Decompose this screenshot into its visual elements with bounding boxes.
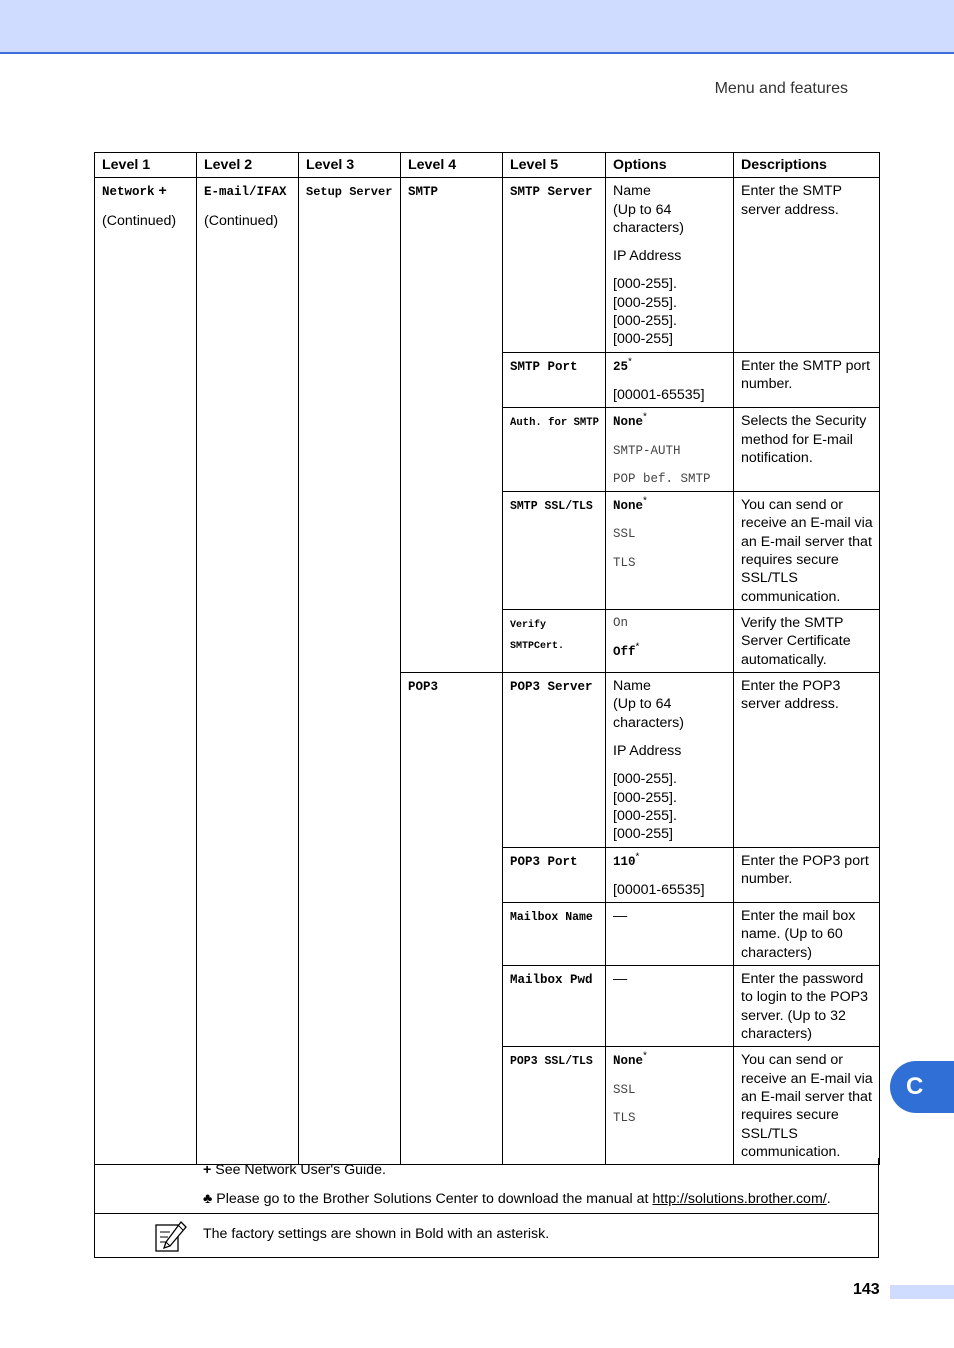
footnote-text: Please go to the Brother Solutions Center to download the manual at — [216, 1191, 653, 1207]
level1-continued: (Continued) — [102, 212, 177, 229]
options-cell — [606, 610, 734, 673]
col-header-level3: Level 3 — [299, 153, 401, 178]
default-star: * — [643, 1050, 647, 1062]
table-header-row — [95, 153, 880, 178]
option-text: SMTP-AUTH — [613, 443, 681, 458]
options-cell — [606, 847, 734, 903]
level5-cell — [503, 178, 606, 352]
option-text: Name — [613, 678, 651, 695]
option-text: (Up to 64 characters) — [613, 201, 684, 236]
level5-label: SMTP SSL/TLS — [510, 500, 593, 514]
option-text: [000-255]. — [613, 294, 677, 311]
note-text: The factory settings are shown in Bold with an asterisk. — [203, 1226, 550, 1242]
col-header-level2: Level 2 — [197, 153, 299, 178]
option-text: TLS — [613, 555, 636, 570]
col-header-level4: Level 4 — [401, 153, 503, 178]
table-row — [95, 178, 880, 352]
pencil-note-icon — [155, 1220, 187, 1253]
level5-label: SMTP Port — [510, 359, 578, 374]
options-cell — [606, 352, 734, 408]
option-text: Name — [613, 183, 651, 200]
options-cell — [606, 492, 734, 610]
option-text: [000-255] — [613, 331, 673, 348]
option-text: [000-255] — [613, 826, 673, 843]
footnote-solutions-center — [203, 1191, 831, 1207]
option-text: SSL — [613, 1082, 636, 1097]
level2-continued: (Continued) — [204, 212, 279, 229]
chapter-tab: C — [890, 1061, 954, 1113]
level5-cell — [503, 492, 606, 610]
option-text: [000-255]. — [613, 313, 677, 330]
description-cell: You can send or receive an E-mail via an E-mail server that requires secure SSL/TLS communication. — [734, 492, 880, 610]
description-cell: Enter the POP3 port number. — [734, 847, 880, 903]
level5-label: Auth. for SMTP — [510, 417, 600, 430]
option-text: IP Address — [613, 248, 682, 265]
footnote-text: See Network User's Guide. — [215, 1162, 386, 1178]
description-cell: Enter the mail box name. (Up to 60 characters) — [734, 903, 880, 966]
options-cell: — — [606, 903, 734, 966]
col-header-options: Options — [606, 153, 734, 178]
level5-cell — [503, 1047, 606, 1165]
footnote-end: . — [826, 1191, 831, 1207]
plus-mark: + — [203, 1162, 212, 1178]
option-text: [000-255]. — [613, 276, 677, 293]
option-default: None — [613, 415, 644, 430]
level5-cell — [503, 352, 606, 408]
level4-pop3-label: POP3 — [408, 680, 439, 695]
option-text: On — [613, 616, 629, 631]
default-star: * — [635, 641, 640, 653]
option-default: None — [613, 1054, 644, 1069]
level1-label: Network — [102, 185, 155, 200]
level1-cell — [95, 178, 197, 1165]
option-text: IP Address — [613, 743, 682, 760]
option-text: [00001-65535] — [613, 386, 705, 403]
option-text: [00001-65535] — [613, 881, 705, 898]
options-cell — [606, 673, 734, 847]
level3-cell — [299, 178, 401, 1165]
option-text: SSL — [613, 527, 636, 542]
description-cell: Enter the POP3 server address. — [734, 673, 880, 847]
options-cell: — — [606, 966, 734, 1047]
option-text: POP bef. SMTP — [613, 471, 711, 486]
options-cell — [606, 408, 734, 492]
menu-table — [94, 152, 880, 1165]
level2-cell — [197, 178, 299, 1165]
option-default: 25 — [613, 359, 629, 374]
option-text: [000-255]. — [613, 789, 677, 806]
level3-label: Setup Server — [306, 185, 393, 200]
option-default: Off — [613, 645, 636, 660]
default-star: * — [635, 850, 640, 862]
header-band — [0, 0, 954, 54]
description-cell: Verify the SMTP Server Certificate automatically. — [734, 610, 880, 673]
level5-cell — [503, 966, 606, 1047]
club-mark: ♣ — [203, 1191, 213, 1207]
level5-label: POP3 Server — [510, 680, 593, 695]
option-default: None — [613, 499, 644, 514]
footnote-network-guide — [203, 1162, 386, 1178]
default-star: * — [643, 411, 647, 423]
level4-pop3-cell — [401, 673, 503, 1165]
description-cell: Enter the SMTP server address. — [734, 178, 880, 352]
description-cell: Enter the SMTP port number. — [734, 352, 880, 408]
footnotes-box — [94, 1158, 879, 1214]
solutions-center-link[interactable]: http://solutions.brother.com/ — [652, 1191, 827, 1207]
option-default: 110 — [613, 854, 636, 869]
level5-label: Mailbox Pwd — [510, 973, 593, 988]
description-cell: Enter the password to login to the POP3 server. (Up to 32 characters) — [734, 966, 880, 1047]
option-text: [000-255]. — [613, 807, 677, 824]
level4-smtp-cell — [401, 178, 503, 673]
col-header-level5: Level 5 — [503, 153, 606, 178]
level5-label: Mailbox Name — [510, 911, 593, 925]
description-cell: Selects the Security method for E-mail notification. — [734, 408, 880, 492]
description-cell: You can send or receive an E-mail via an E-mail server that requires secure SSL/TLS communication. — [734, 1047, 880, 1165]
plus-mark: + — [158, 183, 167, 200]
level5-cell — [503, 408, 606, 492]
note-box — [94, 1213, 879, 1258]
page-number-bar — [890, 1285, 954, 1299]
running-title: Menu and features — [714, 80, 848, 97]
level5-label: POP3 Port — [510, 854, 578, 869]
option-text: TLS — [613, 1110, 636, 1125]
level4-smtp-label: SMTP — [408, 185, 439, 200]
level2-label: E-mail/IFAX — [204, 185, 287, 200]
default-star: * — [628, 355, 632, 367]
level5-label: Verify SMTPCert. — [510, 620, 565, 653]
level5-cell — [503, 903, 606, 966]
options-cell — [606, 178, 734, 352]
page-number: 143 — [853, 1281, 880, 1298]
level5-cell — [503, 610, 606, 673]
level5-label: SMTP Server — [510, 185, 593, 200]
options-cell — [606, 1047, 734, 1165]
col-header-descriptions: Descriptions — [734, 153, 880, 178]
default-star: * — [643, 495, 647, 507]
col-header-level1: Level 1 — [95, 153, 197, 178]
level5-cell — [503, 673, 606, 847]
option-text: [000-255]. — [613, 771, 677, 788]
option-text: (Up to 64 characters) — [613, 696, 684, 731]
level5-label: POP3 SSL/TLS — [510, 1055, 593, 1069]
level5-cell — [503, 847, 606, 903]
